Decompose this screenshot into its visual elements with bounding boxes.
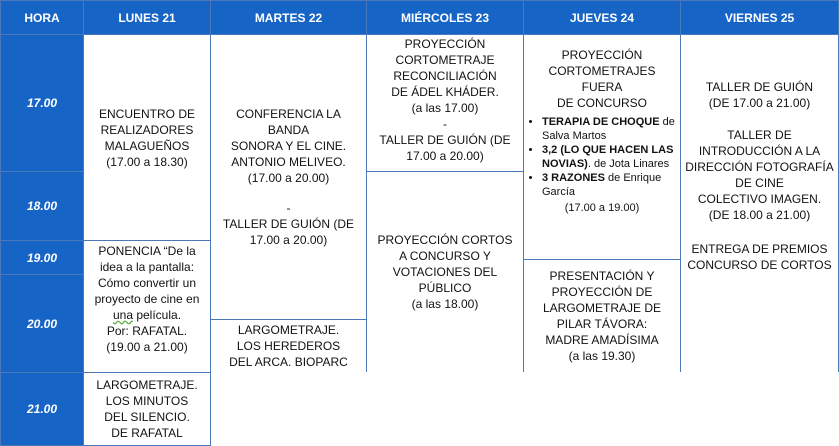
martes-largometraje [210,319,367,373]
text-line: MALAGUEÑOS [104,138,190,153]
header-martes [210,0,367,35]
hour-17 [0,34,84,172]
text-line [113,307,181,323]
text-line: (DE 18.00 a 21.00) [708,208,811,222]
text-line: DIRECCIÓN FOTOGRAFÍA [685,160,834,174]
text-line: PROYECCIÓN [404,37,486,51]
text-line: (17.00 a 18.30) [106,154,188,169]
header-lunes [83,0,211,35]
film-list [528,115,676,199]
text-line: PROYECCIÓN CORTOS [377,233,513,247]
text-line: DE CINE [735,176,784,190]
text-line: DE RAFATAL [111,426,183,440]
text-line: CORTOMETRAJE [395,53,495,67]
header-miercoles-label: MIÉRCOLES 23 [400,10,490,25]
jueves-presentacion [523,259,681,373]
text-line: ENTREGA DE PREMIOS [691,242,828,256]
miercoles-proyeccion [366,34,524,172]
text-line: DE CONCURSO [556,96,647,110]
text-line: ANTONIO MELIVEO. [231,155,346,169]
text-line: LOS MINUTOS [105,394,189,408]
film-author: de Salva Martos [542,116,675,142]
text-line: idea a la pantalla: [99,260,195,274]
jueves-proyeccion [523,34,681,260]
film-title: TERAPIA DE CHOQUE [542,116,660,128]
text-line: PROYECCIÓN [561,48,643,62]
miercoles-cortos [366,171,524,373]
text-line: (a las 17.00) [411,101,479,115]
text-line: (19.00 a 21.00) [106,340,188,354]
text-line: PROYECCIÓN DE [551,285,653,299]
hour-21-label: 21.00 [26,402,58,416]
text-line: DEL ARCA. BIOPARC [229,355,348,369]
text-line: PRESENTACIÓN Y [549,269,655,283]
film-title: 3 RAZONES [542,172,605,184]
text-line: TALLER DE GUIÓN (DE [379,133,511,147]
separator-dash: - [443,117,447,131]
text-line: (a las 18.00) [411,297,479,311]
text-line: 17.00 a 20.00) [249,233,328,247]
text-line: LARGOMETRAJE DE [542,301,662,315]
header-hora-label: HORA [24,10,60,25]
text-line: ENCUENTRO DE [98,106,195,121]
text-line: INTRODUCCIÓN A LA [698,144,821,158]
viernes-column [680,34,839,373]
text-line: VOTACIONES DEL [392,265,498,279]
text-line: PILAR TÁVORA: [556,317,648,331]
text-line: SONORA Y EL CINE. [230,139,347,153]
text-line: TALLER DE [727,128,792,142]
text-line: (17.00 a 20.00) [247,171,330,185]
separator-dash: - [286,201,291,215]
text-line: (a las 19.30) [568,349,636,363]
hour-17-label: 17.00 [26,96,58,110]
header-jueves-label: JUEVES 24 [569,10,635,25]
hour-21 [0,372,84,446]
film-author: de Enrique García [542,172,662,198]
text-line: CONFERENCIA LA BANDA [236,107,341,137]
header-miercoles [366,0,524,35]
text-line: 17.00 a 20.00) [406,149,484,163]
text-line: LOS HEREDEROS [236,339,341,353]
list-item [542,171,676,199]
text-line: Por: RAFATAL. [106,324,188,338]
text-line: MADRE AMADÍSIMA [545,333,659,347]
martes-conferencia [210,34,367,320]
header-viernes [680,0,839,35]
text-line: RECONCILIACIÓN [393,69,497,83]
header-hora [0,0,84,35]
text-line: (DE 17.00 a 21.00) [708,96,811,110]
text-line: CONCURSO DE CORTOS [687,258,832,272]
text-line: (17.00 a 19.00) [564,202,640,214]
hour-20-label: 20.00 [26,316,58,331]
text-line: REALIZADORES [100,122,194,137]
text-line: LARGOMETRAJE. [96,378,198,392]
film-title: 3,2 (LO QUE HACEN LAS NOVIAS) [542,144,674,170]
text-line: DEL SILENCIO. [104,410,190,424]
header-jueves [523,0,681,35]
hour-18-label: 18.00 [26,199,58,213]
text-line: COLECTIVO IMAGEN. [697,192,822,206]
hour-18 [0,171,84,241]
spellcheck-word: una [112,308,133,322]
header-martes-label: MARTES 22 [254,10,323,25]
text-line: LARGOMETRAJE. [237,323,340,337]
text-line: PÚBLICO [418,281,472,295]
text-line: CORTOMETRAJES FUERA [548,64,656,94]
text-line: Cómo convertir un [97,276,197,290]
text-line: TALLER DE GUIÓN [705,80,814,94]
film-author: . de Jota Linares [587,158,670,170]
text-line: PONENCIA “De la [98,244,196,258]
lunes-largometraje [83,372,211,446]
hour-20 [0,274,84,373]
text-line: TALLER DE GUIÓN (DE [222,217,355,231]
text-line: A CONCURSO Y [399,249,491,263]
hour-19-label: 19.00 [26,250,58,265]
text-fragment: película. [133,308,182,322]
text-line: proyecto de cine en [94,292,200,306]
lunes-encuentro [83,34,211,241]
empty-area [210,372,839,446]
header-lunes-label: LUNES 21 [118,10,176,25]
header-viernes-label: VIERNES 25 [724,10,795,25]
lunes-ponencia [83,240,211,373]
list-item [542,143,676,171]
text-line: DE ÁDEL KHÁDER. [391,85,499,99]
hour-19 [0,240,84,275]
list-item [542,115,676,143]
